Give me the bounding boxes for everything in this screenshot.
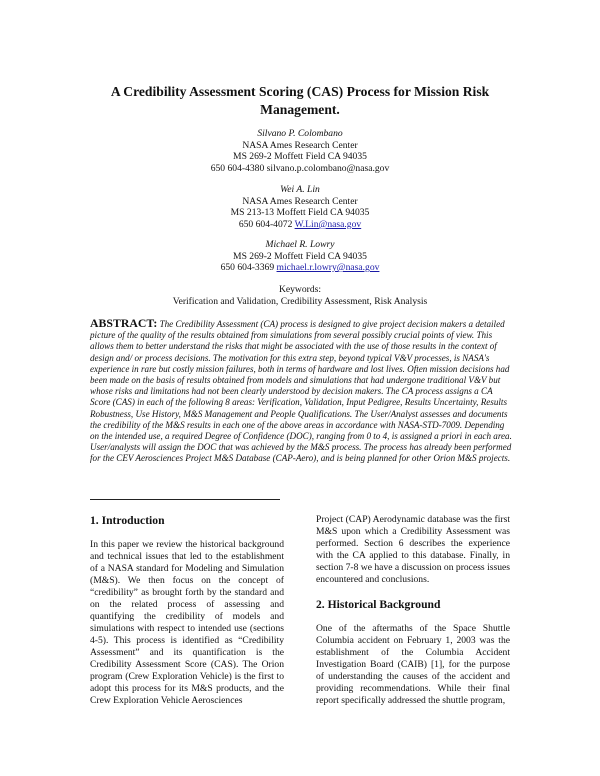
section-heading-introduction: 1. Introduction xyxy=(90,514,165,527)
keywords-label: Keywords: xyxy=(278,284,322,295)
author-contact xyxy=(100,262,500,274)
keywords-block xyxy=(60,284,540,308)
author-address: MS 269-2 Moffett Field CA 94035 xyxy=(233,151,367,163)
author-contact xyxy=(100,219,500,231)
author-affiliation: NASA Ames Research Center xyxy=(242,139,358,151)
author-block-1 xyxy=(100,128,500,174)
abstract-heading: ABSTRACT: xyxy=(90,316,158,330)
right-column xyxy=(316,514,510,719)
historical-background-paragraph: One of the aftermaths of the Space Shuttle Columbia accident on February 1, 2003 was the establishment of the Columbia Accident Investigation Board (CAIB) [1], for the purpose of understanding the causes of the accident and providing recommendations. While their final report specifically addressed the shuttle program, xyxy=(316,623,510,706)
author-name: Silvano P. Colombano xyxy=(257,128,343,139)
author-phone: 650 604-3369 xyxy=(220,262,275,274)
paper-title: A Credibility Assessment Scoring (CAS) Process for Mission Risk Management. xyxy=(110,84,490,117)
introduction-paragraph: In this paper we review the historical background and technical issues that led to the establishment of a NASA standard for Modeling and Simulation (M&S). We then focus on the concept of “credibility” as brought forth by the standard and on the related process of assessing and quantifying the credibility of models and simulations with respect to intended use (sections 4-5). This process is identified as “Credibility Assessment” and its quantification is the Credibility Assessment Score (CAS). The Orion program (Crew Exploration Vehicle) is the first to adopt this process for its M&S products, and the Crew Exploration Vehicle Aerosciences xyxy=(90,539,284,706)
section-heading-historical-background: 2. Historical Background xyxy=(316,598,441,611)
author-address: MS 269-2 Moffett Field CA 94035 xyxy=(233,250,367,262)
author-email-link[interactable]: michael.r.lowry@nasa.gov xyxy=(276,262,380,274)
section-divider xyxy=(90,499,280,500)
author-name: Wei A. Lin xyxy=(280,184,320,195)
introduction-paragraph-continued: Project (CAP) Aerodynamic database was the first M&S upon which a Credibility Assessment was performed. Section 6 describes the experience with the CA applied to this database. Finally, in section 7-8 we have a discussion on process issues encountered and conclusions. xyxy=(316,514,510,585)
author-block-2 xyxy=(100,184,500,230)
keywords-text: Verification and Validation, Credibility Assessment, Risk Analysis xyxy=(172,296,428,307)
author-contact: 650 604-4380 silvano.p.colombano@nasa.gov xyxy=(210,162,390,174)
author-address: MS 213-13 Moffett Field CA 94035 xyxy=(230,207,370,219)
abstract-body: The Credibility Assessment (CA) process is designed to give project decision makers a detailed picture of the quality of the results obtained from simulations from several possibly crucial points of view. This allows them to better understand the risks that might be associated with the use of those results in the context of design and/ or process decisions. The motivation for this extra step, beyond typical V&V processes, is NASA's experience in rare but costly mission failures, both in terms of hardware and lost lives. Often mission decisions had been made on the basis of results obtained from models and simulations that had undergone traditional V&V but whose risks and limitations had not been clearly understood by decision makers. The CA process assigns a CA Score (CAS) in each of the following 8 areas: Verification, Validation, Input Pedigree, Results Uncertainty, Results Robustness, Use History, M&S Management and People Qualifications. The User/Analyst assesses and documents the credibility of the M&S results in each one of the above areas in accordance with NASA-STD-7009. Depending on the intended use, a required Degree of Confidence (DOC), ranging from 0 to 4, is assigned a priori in each area. User/analysts will assign the DOC that was achieved by the M&S process. The process has already been performed for the CEV Aerosciences Project M&S Database (CAP-Aero), and is being planned for other Orion M&S projects. xyxy=(90,319,512,464)
abstract xyxy=(90,318,514,465)
left-column xyxy=(90,514,284,719)
author-email-link[interactable]: W.Lin@nasa.gov xyxy=(294,218,362,230)
author-phone: 650 604-4072 xyxy=(238,218,293,230)
author-affiliation: NASA Ames Research Center xyxy=(242,195,358,207)
author-block-3 xyxy=(100,239,500,274)
author-name: Michael R. Lowry xyxy=(265,239,335,250)
